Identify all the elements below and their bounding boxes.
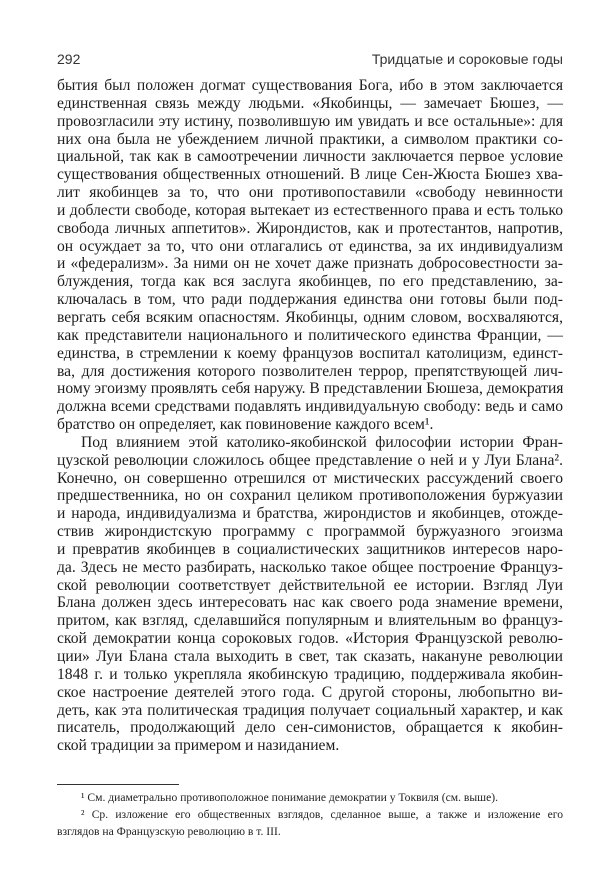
text-line: и «федерализм». За ними он не хочет даже признать добросовестности за- (57, 255, 563, 273)
page-number: 292 (57, 51, 81, 67)
text-line: он осуждает за то, что они отлагались от единства, за их индивидуализм (57, 237, 563, 255)
text-line: Под влиянием этой католико-якобинской философии истории Фран- (81, 433, 563, 451)
text-line: ключалась в том, что ради поддержания единства они готовы были под- (57, 291, 563, 309)
text-line: и народа, индивидуализма и братства, жирондистов и якобинцев, отожде- (57, 505, 563, 523)
text-line: бытия был положен догмат существования Бога, ибо в этом заключается (57, 77, 563, 94)
text-line: ской традиции за примером и назиданием. (57, 737, 340, 755)
text-line: ское настроение деятелей этого года. С другой стороны, любопытно ви- (57, 683, 563, 701)
text-line: цузской революции сложилось общее представление о ней и у Луи Блана². (57, 451, 563, 469)
text-line: лит якобинцев за то, что они противопоставили «свободу невинности (57, 184, 563, 202)
footnote-separator (57, 784, 179, 785)
text-line: предшественника, но он сохранил целиком противоположения буржуазии (57, 487, 563, 505)
text-line: единства, в стремлении к коему французов воспитал католицизм, единст- (57, 344, 563, 362)
text-line: ва, для достижения которого позволителен террор, препятствующей лич- (57, 362, 563, 380)
text-line: провозгласили эту истину, позволившую им увидать и все остальные»: для (57, 112, 563, 130)
text-line: существования общественных отношений. В лице Сен-Жюста Бюшез хва- (57, 166, 563, 184)
text-line: них она была не убеждением личной практики, а символом практики со- (57, 130, 563, 148)
text-line: ному эгоизму проявлять себя наружу. В представлении Бюшеза, демократия (57, 380, 564, 398)
text-line: циальной, так как в самоотречении личности заключается первое условие (57, 148, 563, 166)
footnote-1: ¹ См. диаметрально противоположное понимание демократии у Токвиля (см. выше). (81, 791, 499, 804)
text-line: должна всеми средствами подавлять индивидуальную свободу: ведь и само (57, 398, 563, 416)
text-line: единственная связь между людьми. «Якобинцы, — замечает Бюшез, — (57, 94, 563, 112)
running-title: Тридцатые и сороковые годы (371, 51, 563, 67)
text-line: 1848 г. и только укрепляла якобинскую традицию, поддерживала якобин- (57, 665, 563, 683)
text-line: Блана должен здесь интересовать нас как своего рода знамение времени, (57, 594, 563, 612)
text-line: ствив жирондистскую программу с программой буржуазного эгоизма (57, 523, 563, 541)
text-line: свобода личных аппетитов». Жирондистов, как и протестантов, напротив, (57, 219, 563, 237)
text-line: и доблести свободе, которая вытекает из естественного права и есть только (57, 201, 563, 219)
text-line: вергать себя всяким опасностям. Якобинцы, одним словом, восхваляются, (57, 308, 563, 326)
text-line: деть, как эта политическая традиция получает социальный характер, и как (57, 701, 563, 719)
footnote-2-continued: взглядов на Французскую революцию в т. III. (57, 825, 281, 838)
running-header (57, 51, 563, 71)
text-line: блуждения, тогда как вся заслуга якобинцев, по его представлению, за- (57, 273, 563, 291)
text-line: ции» Луи Блана стала выходить в свет, так сказать, накануне революции (57, 648, 563, 665)
text-line: писатель, продолжающий дело сен-симонистов, обращается к якобин- (57, 719, 563, 737)
text-line: братство он определяет, как повиновение каждого всем¹. (57, 416, 434, 434)
text-line: и превратив якобинцев в социалистических защитников интересов наро- (57, 540, 563, 558)
text-line: как представители национального и политического единства Франции, — (57, 326, 563, 344)
body-text (57, 77, 563, 755)
text-line: ской демократии конца сороковых годов. «История Французской револю- (57, 630, 563, 648)
text-line: да. Здесь не место разбирать, насколько такое общее построение Француз- (57, 558, 563, 576)
text-line: притом, как взгляд, сделавшийся популярным и влиятельным во француз- (57, 612, 563, 630)
footnotes (57, 789, 563, 840)
footnote-2: ² Ср. изложение его общественных взглядов, сделанное выше, а также и изложение его (81, 808, 563, 821)
text-line: ской революции соответствует действительной ее истории. Взгляд Луи (57, 576, 563, 594)
text-line: Конечно, он совершенно отрешился от мистических рассуждений своего (57, 469, 563, 487)
